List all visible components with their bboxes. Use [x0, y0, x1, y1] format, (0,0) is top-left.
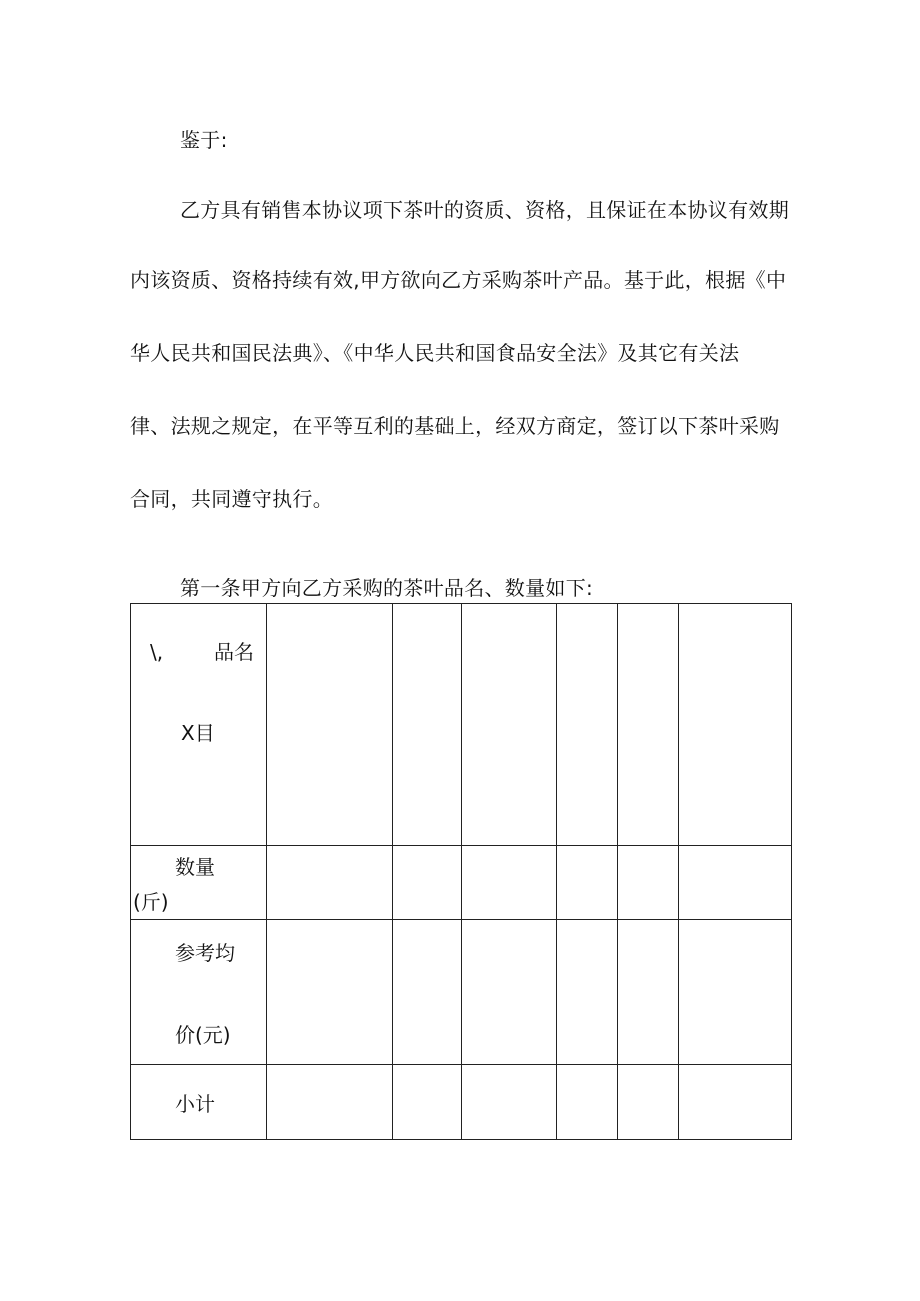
item-label: X目: [181, 721, 215, 745]
table-cell[interactable]: [679, 920, 792, 1065]
table-cell[interactable]: [393, 846, 462, 920]
paragraph-line: 内该资质、资格持续有效,甲方欲向乙方采购茶叶产品。基于此，根据《中: [130, 268, 787, 292]
table-cell[interactable]: [557, 1065, 618, 1140]
paragraph-line: 合同，共同遵守执行。: [130, 487, 333, 511]
quantity-unit-label: (斤): [133, 890, 169, 914]
table-row-product-name: [131, 604, 792, 846]
table-cell[interactable]: [679, 604, 792, 846]
table-cell[interactable]: [557, 920, 618, 1065]
product-name-label: 品名: [214, 640, 254, 664]
preamble-heading: 鉴于:: [180, 128, 228, 152]
article-title: 第一条甲方向乙方采购的茶叶品名、数量如下:: [180, 576, 594, 600]
table-cell[interactable]: [393, 604, 462, 846]
table-cell[interactable]: [462, 1065, 557, 1140]
table-cell[interactable]: [267, 920, 393, 1065]
table-cell[interactable]: [557, 846, 618, 920]
slash-mark: \,: [150, 640, 164, 664]
header-corner-cell: [131, 604, 267, 846]
tea-order-table: [130, 603, 792, 1140]
paragraph-line: 乙方具有销售本协议项下茶叶的资质、资格，且保证在本协议有效期: [180, 198, 789, 222]
table-cell[interactable]: [557, 604, 618, 846]
subtotal-label: 小计: [175, 1092, 215, 1116]
table-cell[interactable]: [267, 604, 393, 846]
table-cell[interactable]: [267, 846, 393, 920]
subtotal-label-cell: [131, 1065, 267, 1140]
table-row-quantity: [131, 846, 792, 920]
table-cell[interactable]: [679, 1065, 792, 1140]
paragraph-line: 律、法规之规定，在平等互利的基础上，经双方商定，签订以下茶叶采购: [130, 414, 780, 438]
table-cell[interactable]: [393, 1065, 462, 1140]
quantity-label: 数量: [175, 855, 215, 879]
table-cell[interactable]: [462, 846, 557, 920]
paragraph-line: 华人民共和国民法典》、《中华人民共和国食品安全法》及其它有关法: [130, 341, 740, 365]
table-cell[interactable]: [462, 604, 557, 846]
table-cell[interactable]: [618, 604, 679, 846]
table-cell[interactable]: [267, 1065, 393, 1140]
table-cell[interactable]: [618, 1065, 679, 1140]
price-label-cell: [131, 920, 267, 1065]
table-cell[interactable]: [462, 920, 557, 1065]
table-cell[interactable]: [393, 920, 462, 1065]
table-cell[interactable]: [618, 920, 679, 1065]
price-label: 参考均: [175, 941, 235, 965]
quantity-label-cell: [131, 846, 267, 920]
price-unit-label: 价(元): [175, 1023, 231, 1047]
table-cell[interactable]: [679, 846, 792, 920]
table-cell[interactable]: [618, 846, 679, 920]
table-row-price: [131, 920, 792, 1065]
table-row-subtotal: [131, 1065, 792, 1140]
